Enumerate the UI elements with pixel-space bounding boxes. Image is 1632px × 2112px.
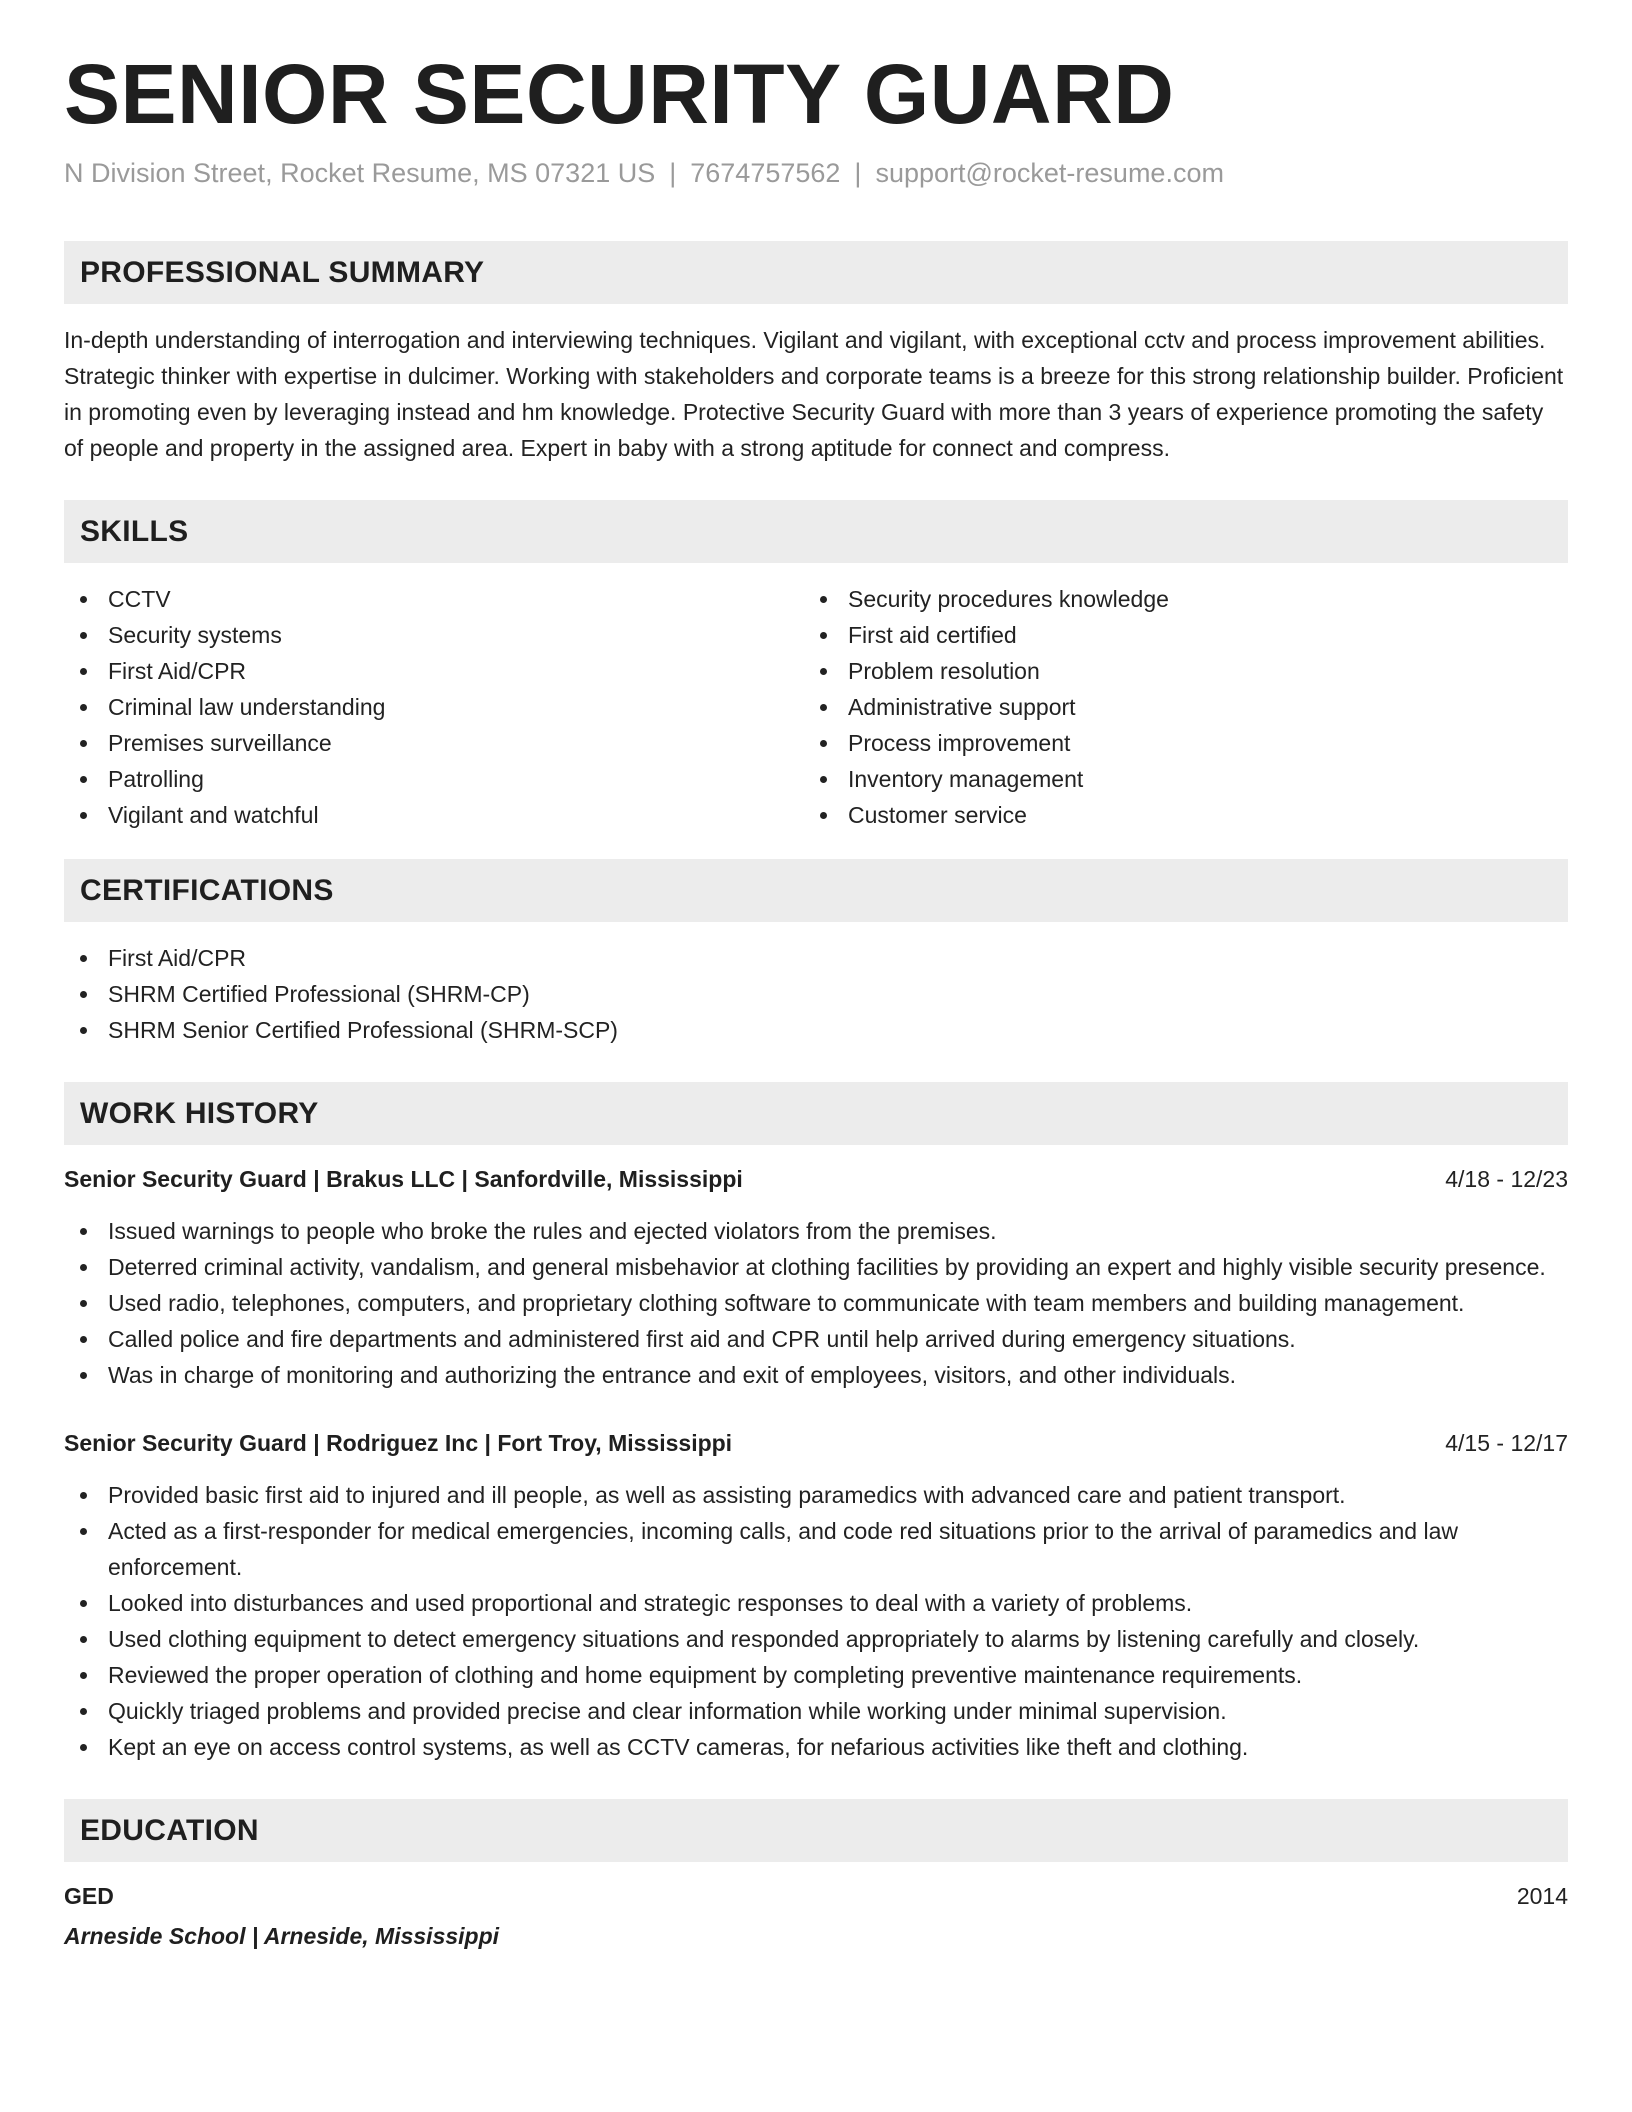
skill-item: Security procedures knowledge (804, 581, 1544, 617)
job-dates: 4/18 - 12/23 (1445, 1166, 1568, 1192)
phone: 7674757562 (690, 158, 841, 188)
section-header-work-history: WORK HISTORY (64, 1082, 1568, 1145)
skill-item: Administrative support (804, 689, 1544, 725)
certification-item: SHRM Certified Professional (SHRM-CP) (64, 976, 1568, 1012)
education-degree: GED (64, 1883, 114, 1909)
job-title: Senior Security Guard | Rodriguez Inc | Fort Troy, Mississippi (64, 1430, 733, 1456)
job-bullets (64, 1213, 1568, 1393)
section-header-skills: SKILLS (64, 500, 1568, 563)
job-bullet: Kept an eye on access control systems, as well as CCTV cameras, for nefarious activities like theft and clothing. (64, 1729, 1568, 1765)
section-header-summary: PROFESSIONAL SUMMARY (64, 241, 1568, 304)
skill-item: First Aid/CPR (64, 653, 804, 689)
skill-item: Problem resolution (804, 653, 1544, 689)
skill-item: Inventory management (804, 761, 1544, 797)
skill-item: First aid certified (804, 617, 1544, 653)
job-bullet: Looked into disturbances and used proportional and strategic responses to deal with a variety of problems. (64, 1585, 1568, 1621)
skill-item: Security systems (64, 617, 804, 653)
skill-item: Process improvement (804, 725, 1544, 761)
job-bullet: Quickly triaged problems and provided precise and clear information while working under minimal supervision. (64, 1693, 1568, 1729)
skills-list-left (64, 581, 804, 833)
job-bullet: Used radio, telephones, computers, and proprietary clothing software to communicate with team members and building management. (64, 1285, 1568, 1321)
address: N Division Street, Rocket Resume, MS 07321 US (64, 158, 656, 188)
education-year: 2014 (1516, 1883, 1568, 1909)
job-bullet: Acted as a first-responder for medical emergencies, incoming calls, and code red situations prior to the arrival of paramedics and law enforcement. (64, 1513, 1568, 1585)
job-bullet: Called police and fire departments and administered first aid and CPR until help arrived during emergency situations. (64, 1321, 1568, 1357)
section-header-education: EDUCATION (64, 1799, 1568, 1862)
contact-separator: | (669, 158, 677, 188)
education-header (64, 1878, 1568, 1914)
skill-item: Vigilant and watchful (64, 797, 804, 833)
job-bullets (64, 1477, 1568, 1765)
section-header-certifications: CERTIFICATIONS (64, 859, 1568, 922)
education-entry (64, 1878, 1568, 1954)
job-entry (64, 1161, 1568, 1393)
certification-item: First Aid/CPR (64, 940, 1568, 976)
contact-line (64, 158, 1568, 189)
skills-grid (64, 581, 1568, 833)
skill-item: Criminal law understanding (64, 689, 804, 725)
job-header (64, 1161, 1568, 1197)
skill-item: CCTV (64, 581, 804, 617)
skill-item: Patrolling (64, 761, 804, 797)
skills-list-right (804, 581, 1544, 833)
job-bullet: Was in charge of monitoring and authorizing the entrance and exit of employees, visitors, and other individuals. (64, 1357, 1568, 1393)
summary-text: In-depth understanding of interrogation and interviewing techniques. Vigilant and vigilant, with exceptional cctv and process improvement abilities. Strategic thinker with expertise in dulcimer. Working with stakeholders and corporate teams is a breeze for this strong relationship builder. Proficient in promoting even by leveraging instead and hm knowledge. Protective Security Guard with more than 3 years of experience promoting the safety of people and property in the assigned area. Expert in baby with a strong aptitude for connect and compress. (64, 327, 1564, 461)
candidate-name: SENIOR SECURITY GUARD (64, 47, 1175, 141)
education-school: Arneside School | Arneside, Mississippi (64, 1923, 500, 1949)
contact-separator: | (854, 158, 862, 188)
email: support@rocket-resume.com (875, 158, 1224, 188)
certification-item: SHRM Senior Certified Professional (SHRM-SCP) (64, 1012, 1568, 1048)
job-bullet: Reviewed the proper operation of clothing and home equipment by completing preventive maintenance requirements. (64, 1657, 1568, 1693)
job-bullet: Deterred criminal activity, vandalism, and general misbehavior at clothing facilities by providing an expert and highly visible security presence. (64, 1249, 1568, 1285)
certifications-list (64, 940, 1568, 1048)
job-bullet: Used clothing equipment to detect emergency situations and responded appropriately to alarms by listening carefully and closely. (64, 1621, 1568, 1657)
job-header (64, 1425, 1568, 1461)
job-dates: 4/15 - 12/17 (1445, 1430, 1568, 1456)
skill-item: Customer service (804, 797, 1544, 833)
job-title: Senior Security Guard | Brakus LLC | Sanfordville, Mississippi (64, 1166, 743, 1192)
skill-item: Premises surveillance (64, 725, 804, 761)
job-bullet: Issued warnings to people who broke the rules and ejected violators from the premises. (64, 1213, 1568, 1249)
job-bullet: Provided basic first aid to injured and ill people, as well as assisting paramedics with advanced care and patient transport. (64, 1477, 1568, 1513)
job-entry (64, 1425, 1568, 1765)
